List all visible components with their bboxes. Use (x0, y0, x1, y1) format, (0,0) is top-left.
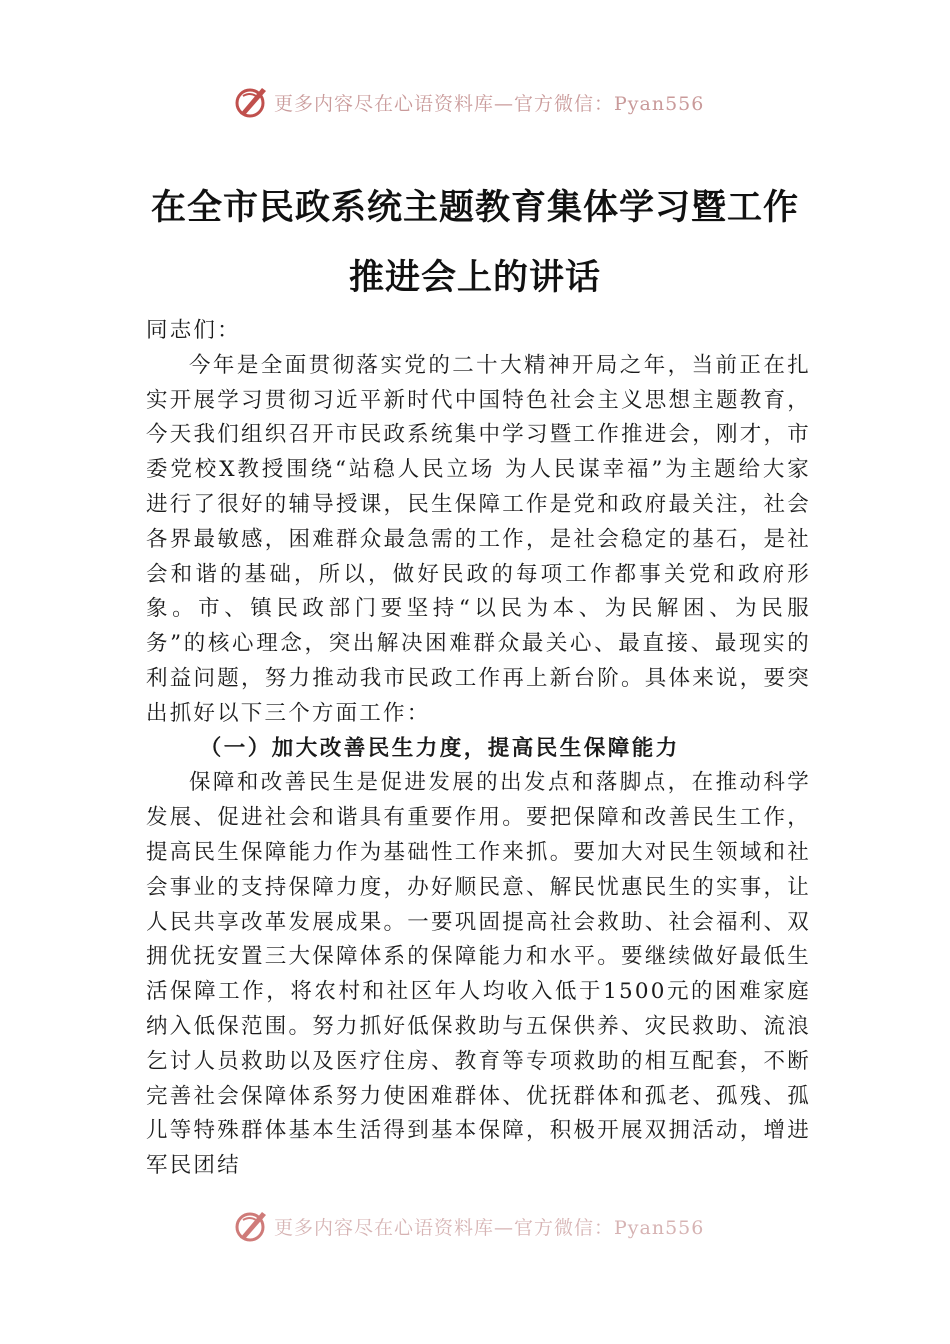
document-body (146, 314, 811, 1184)
paragraph-intro: 今年是全面贯彻落实党的二十大精神开局之年，当前正在扎实开展学习贯彻习近平新时代中国特色社会主义思想主题教育，今天我们组织召开市民政系统集中学习暨工作推进会，刚才，市委党校X教授围绕“站稳人民立场 为人民谋幸福”为主题给大家进行了很好的辅导授课，民生保障工作是党和政府最关注，社会各界最敏感，困难群众最急需的工作，是社会稳定的基石，是社会和谐的基础，所以，做好民政的每项工作都事关党和政府形象。市、镇民政部门要坚持“以民为本、为民解困、为民服务”的核心理念，突出解决困难群众最关心、最直接、最现实的利益问题，努力推动我市民政工作再上新台阶。具体来说，要突出抓好以下三个方面工作： (146, 352, 811, 726)
paragraph-section-1: 保障和改善民生是促进发展的出发点和落脚点，在推动科学发展、促进社会和谐具有重要作用。要把保障和改善民生工作，提高民生保障能力作为基础性工作来抓。要加大对民生领域和社会事业的支持保障力度，办好顺民意、解民忧惠民生的实事，让人民共享改革发展成果。一要巩固提高社会救助、社会福利、双拥优抚安置三大保障体系的保障能力和水平。要继续做好最低生活保障工作，将农村和社区年人均收入低于1500元的困难家庭纳入低保范围。努力抓好低保救助与五保供养、灾民救助、流浪乞讨人员救助以及医疗住房、教育等专项救助的相互配套，不断完善社会保障体系努力使困难群体、优抚群体和孤老、孤残、孤儿等特殊群体基本生活得到基本保障，积极开展双拥活动，增进军民团结 (146, 770, 811, 1179)
document-title-line-2: 推进会上的讲话 (348, 258, 601, 298)
watermark-text: 更多内容尽在心语资料库—官方微信：Pyan556 (274, 1216, 705, 1239)
watermark-bottom (232, 1206, 704, 1246)
document-title-line-1: 在全市民政系统主题教育集体学习暨工作 (150, 188, 799, 228)
section-heading-1: （一）加大改善民生力度，提高民生保障能力 (199, 735, 680, 761)
quill-logo-icon (232, 82, 272, 122)
salutation: 同志们： (146, 318, 241, 343)
watermark-text: 更多内容尽在心语资料库—官方微信：Pyan556 (274, 92, 705, 115)
quill-logo-icon (232, 1206, 272, 1246)
watermark-top (232, 82, 704, 122)
